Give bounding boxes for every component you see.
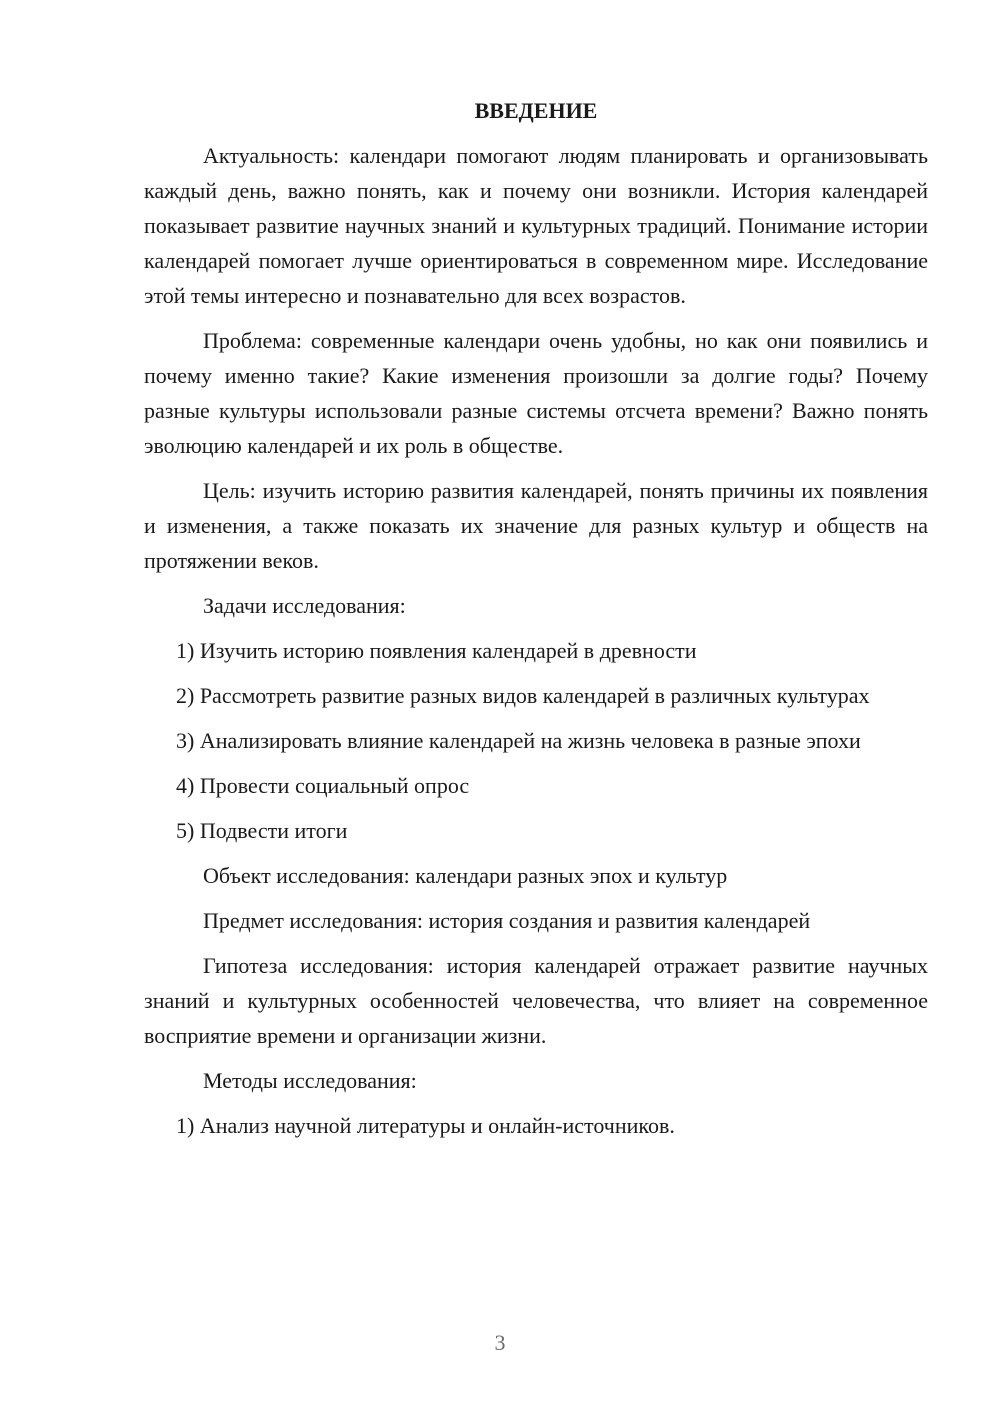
goal-paragraph: Цель: изучить историю развития календарей, понять причины их появления и изменения, а также показать их значение для разных культур и обществ на протяжении веков.: [144, 478, 928, 573]
task-item-3: 3) Анализировать влияние календарей на жизнь человека в разные эпохи: [176, 728, 861, 753]
hypothesis-paragraph: Гипотеза исследования: история календарей отражает развитие научных знаний и культурных особенностей человечества, что влияет на современное восприятие времени и организации жизни.: [144, 953, 928, 1048]
tasks-heading: Задачи исследования:: [203, 593, 406, 618]
method-item-1: 1) Анализ научной литературы и онлайн-источников.: [176, 1113, 675, 1138]
task-item-4: 4) Провести социальный опрос: [176, 773, 470, 798]
page-number: 3: [494, 1330, 506, 1355]
methods-heading: Методы исследования:: [203, 1068, 417, 1093]
page-content: [144, 93, 928, 1153]
task-item-5: 5) Подвести итоги: [176, 818, 348, 843]
subject-paragraph: Предмет исследования: история создания и развития календарей: [203, 908, 811, 933]
object-paragraph: Объект исследования: календари разных эпох и культур: [203, 863, 728, 888]
task-item-1: 1) Изучить историю появления календарей в древности: [176, 638, 697, 663]
relevance-paragraph: Актуальность: календари помогают людям планировать и организовывать каждый день, важно понять, как и почему они возникли. История календарей показывает развитие научных знаний и культурных традиций. Понимание истории календарей помогает лучше ориентироваться в современном мире. Исследование этой темы интересно и познавательно для всех возрастов.: [144, 143, 928, 308]
problem-paragraph: Проблема: современные календари очень удобны, но как они появились и почему именно такие? Какие изменения произошли за долгие годы? Почему разные культуры использовали разные системы отсчета времени? Важно понять эволюцию календарей и их роль в обществе.: [144, 328, 928, 458]
section-title: ВВЕДЕНИЕ: [474, 98, 598, 123]
task-item-2: 2) Рассмотреть развитие разных видов календарей в различных культурах: [176, 683, 870, 708]
